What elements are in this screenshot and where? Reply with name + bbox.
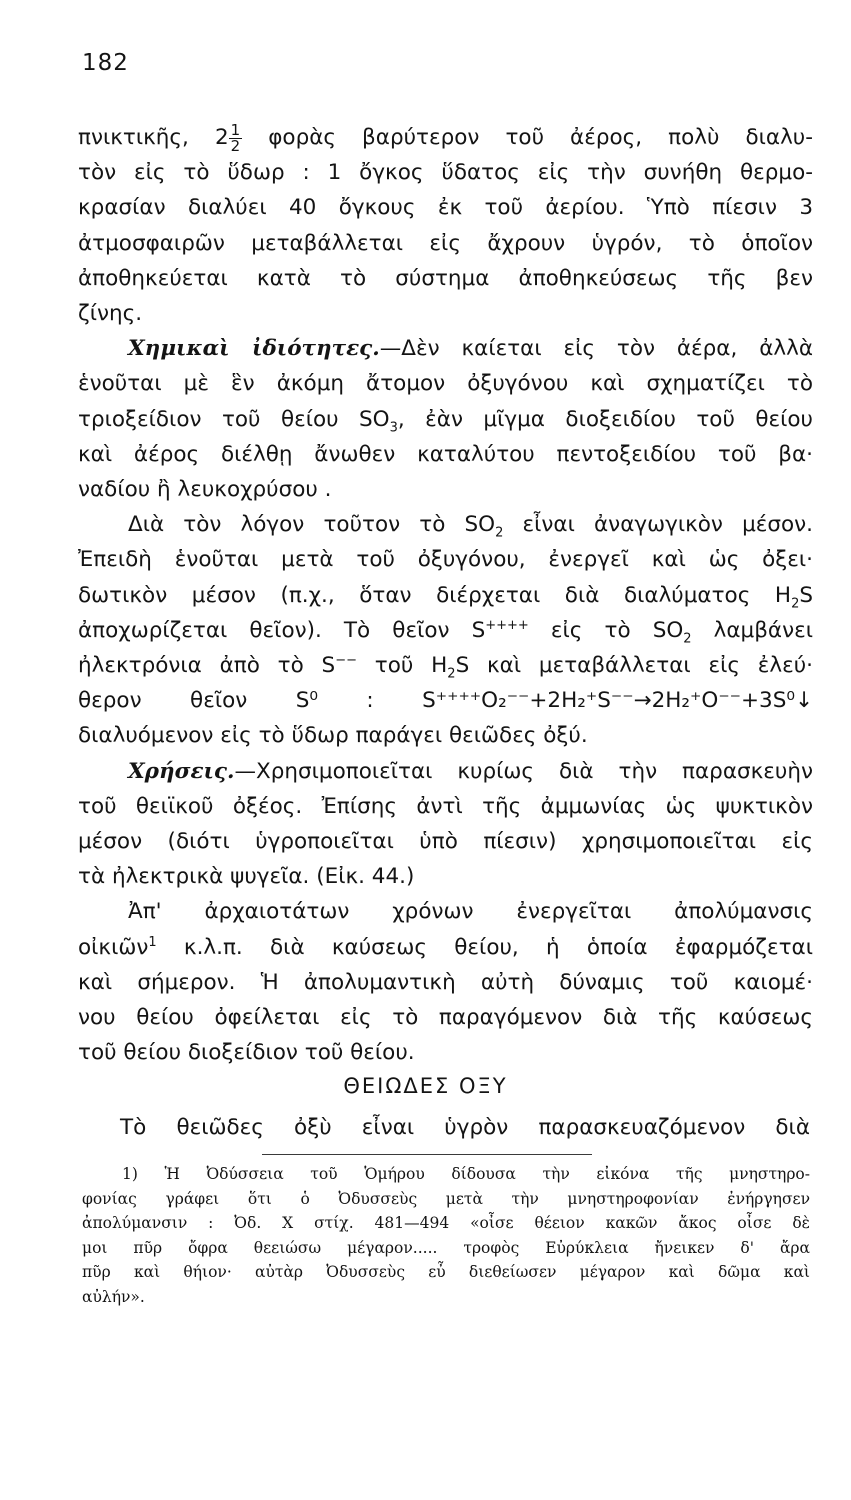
footnote-line: ἀπολύμανσιν : Ὀδ. Χ στίχ. 481—494 «οἶσε θέειον κακῶν ἄκος οἶσε δὲ bbox=[82, 1214, 810, 1232]
text-line: Ἐπειδὴ ἑνοῦται μετὰ τοῦ ὀξυγόνου, ἐνεργεῖ καὶ ὡς ὀξει· bbox=[78, 547, 813, 573]
text-line: κρασίαν διαλύει 40 ὄγκους ἐκ τοῦ ἀερίου. Ὑπὸ πίεσιν 3 bbox=[78, 195, 813, 221]
paragraph-2 bbox=[78, 331, 813, 507]
page-number: 182 bbox=[82, 50, 129, 76]
footnote-line: πῦρ καὶ θήιον· αὐτὰρ Ὀδυσσεὺς εὖ διεθείωσεν μέγαρον καὶ δῶμα καὶ bbox=[82, 1263, 810, 1281]
text-line: καὶ σήμερον. Ἡ ἀπολυμαντικὴ αὐτὴ δύναμις τοῦ καιομέ· bbox=[78, 969, 813, 995]
text-line: νου θείου ὀφείλεται εἰς τὸ παραγόμενον διὰ τῆς καύσεως bbox=[78, 1005, 813, 1031]
section-first-line: Τὸ θειῶδες ὀξὺ εἶναι ὑγρὸν παρασκευαζόμενον διὰ bbox=[120, 1115, 810, 1140]
text-line: Ἀπ' ἀρχαιοτάτων χρόνων ἐνεργεῖται ἀπολύμανσις bbox=[128, 899, 813, 925]
text-line: ἀποχωρίζεται θεῖον). Τὸ θεῖον S++++ εἰς τὸ $SO_2$ λαμβάνει bbox=[78, 617, 814, 647]
fraction: $\frac{1}{2}$ bbox=[230, 120, 241, 155]
footnote-marker: 1 bbox=[148, 934, 157, 950]
text-line: ἀτμοσφαιρῶν μεταβάλλεται εἰς ἄχρουν ὑγρόν, τὸ ὁποῖον bbox=[78, 230, 813, 256]
section-heading: ΘΕΙΩΔΕΣ ΟΞΥ bbox=[343, 1074, 508, 1098]
text-line: ναδίου ἢ λευκοχρύσου . bbox=[78, 477, 332, 503]
text-line: Χρήσεις.—Χρησιμοποιεῖται κυρίως διὰ τὴν παρασκευὴν bbox=[128, 758, 813, 784]
footnote bbox=[82, 1162, 810, 1309]
paragraph-1 bbox=[78, 120, 813, 331]
text-line: ἑνοῦται μὲ ἓν ἀκόμη ἄτομον ὀξυγόνου καὶ σχηματίζει τὸ bbox=[78, 371, 813, 397]
text-line: Διὰ τὸν λόγον τοῦτον τὸ $SO_2$ εἶναι ἀναγωγικὸν μέσον. bbox=[128, 512, 813, 541]
text-line: τὰ ἠλεκτρικὰ ψυγεῖα. (Εἰκ. 44.) bbox=[78, 864, 415, 890]
text-line: ζίνης. bbox=[78, 301, 143, 327]
paragraph-lead: Χημικαὶ ἰδιότητες. bbox=[128, 336, 380, 362]
paragraph-lead: Χρήσεις. bbox=[128, 758, 235, 784]
text-line: πνικτικῆς, 2 $\frac{1}{2}$ φορὰς βαρύτερον τοῦ ἀέρος, πολὺ διαλυ- bbox=[78, 120, 813, 155]
text-line: μέσον (διότι ὑγροποιεῖται ὑπὸ πίεσιν) χρησιμοποιεῖται εἰς bbox=[78, 829, 813, 855]
footnote-line: φονίας γράφει ὅτι ὁ Ὀδυσσεὺς μετὰ τὴν μνηστηροφονίαν ἐνήργησεν bbox=[82, 1189, 810, 1208]
body-text bbox=[78, 120, 813, 1070]
text-line: Χημικαὶ ἰδιότητες.—Δὲν καίεται εἰς τὸν ἀέρα, ἀλλὰ bbox=[128, 336, 813, 362]
text-line: ἠλεκτρόνια ἀπὸ τὸ S−− τοῦ $H_2S$ καὶ μεταβάλλεται εἰς ἐλεύ· bbox=[78, 652, 813, 682]
text-line: καὶ ἀέρος διέλθῃ ἄνωθεν καταλύτου πεντοξειδίου τοῦ βα· bbox=[78, 441, 813, 467]
footnote-line: 1) Ἡ Ὀδύσσεια τοῦ Ὁμήρου δίδουσα τὴν εἰκόνα τῆς μνηστηρο- bbox=[122, 1165, 810, 1183]
paragraph-5 bbox=[78, 894, 813, 1070]
text-line: τὸν εἰς τὸ ὕδωρ : 1 ὄγκος ὕδατος εἰς τὴν συνήθη θερμο- bbox=[78, 160, 813, 186]
paragraph-3 bbox=[78, 507, 813, 753]
chemical-equation: θερον θεῖον S⁰ : S⁺⁺⁺⁺O₂⁻⁻+2H₂⁺S⁻⁻→2H₂⁺O⁻⁻+3S⁰↓ bbox=[78, 688, 813, 714]
text-line: τοῦ θείου διοξείδιον τοῦ θείου. bbox=[78, 1040, 415, 1066]
footnote-line: αὐλήν». bbox=[82, 1287, 145, 1306]
text-line: τριοξείδιον τοῦ θείου $SO_3$, ἐὰν μῖγμα διοξειδίου τοῦ θείου bbox=[78, 406, 813, 435]
footnote-line: μοι πῦρ ὄφρα θεειώσω μέγαρον..... τροφὸς Εὐρύκλεια ἤνεικεν δ' ἄρα bbox=[82, 1238, 810, 1257]
footnote-divider bbox=[262, 1154, 592, 1155]
text-line: τοῦ θειϊκοῦ ὀξέος. Ἐπίσης ἀντὶ τῆς ἀμμωνίας ὡς ψυκτικὸν bbox=[78, 793, 813, 819]
text-line: οἰκιῶν$^1$ κ.λ.π. διὰ καύσεως θείου, ἡ ὁποία ἐφαρμόζεται bbox=[78, 934, 813, 960]
paragraph-4 bbox=[78, 754, 813, 895]
text-line: δωτικὸν μέσον (π.χ., ὅταν διέρχεται διὰ διαλύματος $H_2S$ bbox=[78, 582, 813, 611]
text-line: ἀποθηκεύεται κατὰ τὸ σύστημα ἀποθηκεύσεως τῆς βεν bbox=[78, 265, 813, 291]
text-line: διαλυόμενον εἰς τὸ ὕδωρ παράγει θειῶδες ὀξύ. bbox=[78, 723, 588, 749]
